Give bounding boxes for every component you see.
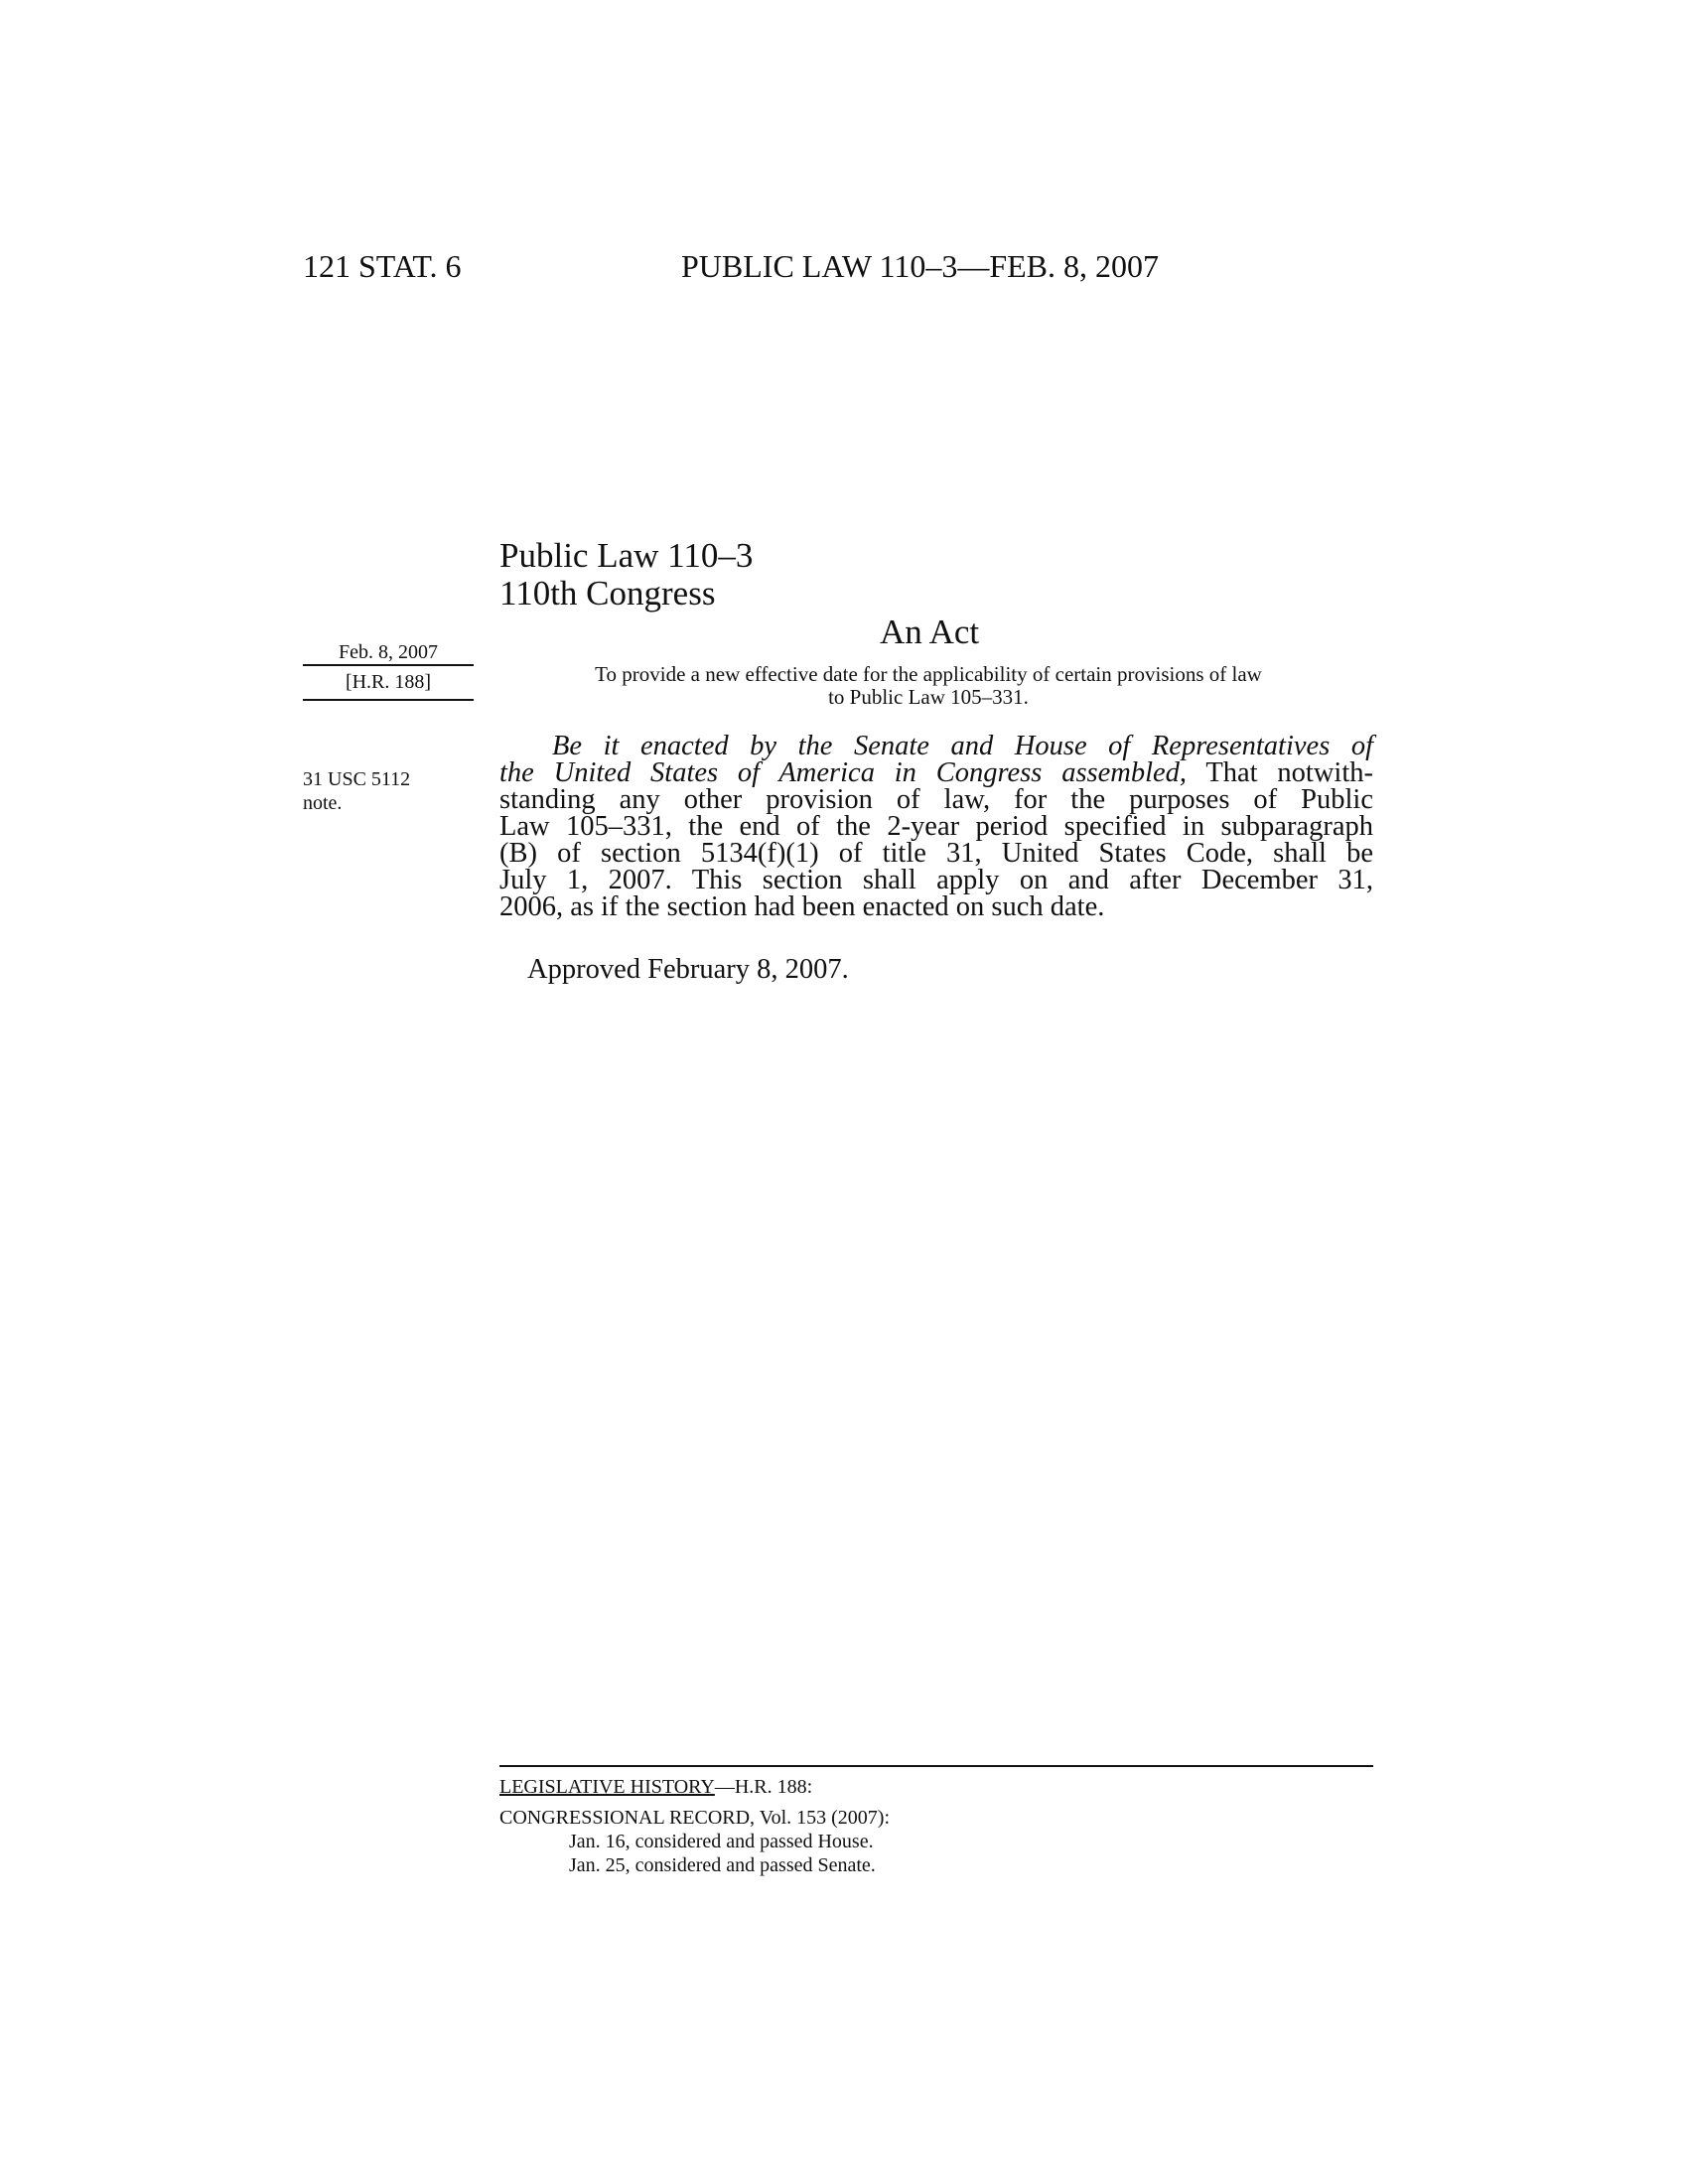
congressional-record: CONGRESSIONAL RECORD, Vol. 153 (2007):	[499, 1807, 890, 1829]
legislative-history	[499, 1775, 890, 1877]
margin-bill-number: [H.R. 188]	[345, 671, 432, 693]
enacting-line-3: standing any other provision of law, for the purposes of Public	[499, 784, 1373, 815]
history-entry-senate: Jan. 25, considered and passed Senate.	[569, 1854, 876, 1876]
enacting-clause-italic-1: Be it enacted by the Senate and House of Representatives of	[552, 731, 1373, 761]
margin-usc-note-line2: note.	[303, 792, 343, 814]
history-entry-house: Jan. 16, considered and passed House.	[569, 1831, 874, 1852]
enacting-clause-italic-2: the United States of America in Congress assembled,	[499, 757, 1188, 788]
enacting-line-2	[499, 759, 1373, 786]
enacting-line-7: 2006, as if the section had been enacted on such date.	[499, 891, 1105, 922]
margin-date-bill-box	[303, 641, 474, 701]
legislative-history-label: LEGISLATIVE HISTORY	[499, 1776, 715, 1798]
purpose-line-2: to Public Law 105–331.	[828, 685, 1029, 709]
purpose-line-1: To provide a new effective date for the applicability of certain provisions of law	[595, 662, 1262, 686]
an-act-heading: An Act	[880, 613, 980, 651]
enacting-line-6: July 1, 2007. This section shall apply on and after December 31,	[499, 865, 1373, 895]
running-head-title: PUBLIC LAW 110–3—FEB. 8, 2007	[681, 248, 1160, 284]
approval-date: Approved February 8, 2007.	[527, 954, 849, 985]
public-law-number: Public Law 110–3	[499, 536, 754, 575]
margin-usc-note-line1: 31 USC 5112	[303, 768, 411, 790]
page-reference: 121 STAT. 6	[303, 248, 462, 284]
enacting-line-1	[499, 733, 1373, 759]
enacting-line-5: (B) of section 5134(f)(1) of title 31, United States Code, shall be	[499, 838, 1373, 869]
legislative-history-spacer	[499, 1799, 890, 1806]
purpose-statement	[516, 663, 1340, 709]
legislative-history-bill: —H.R. 188:	[714, 1776, 813, 1798]
legislative-history-rule	[499, 1765, 1373, 1767]
margin-date: Feb. 8, 2007	[339, 641, 438, 663]
enacting-line-2-rest: That notwith-	[1187, 757, 1373, 788]
margin-usc-note	[303, 767, 410, 815]
enacting-line-4: Law 105–331, the end of the 2-year period specified in subparagraph	[499, 811, 1373, 842]
legislative-history-heading	[499, 1775, 890, 1799]
congress-number: 110th Congress	[499, 574, 716, 613]
enacting-paragraph	[499, 733, 1373, 920]
